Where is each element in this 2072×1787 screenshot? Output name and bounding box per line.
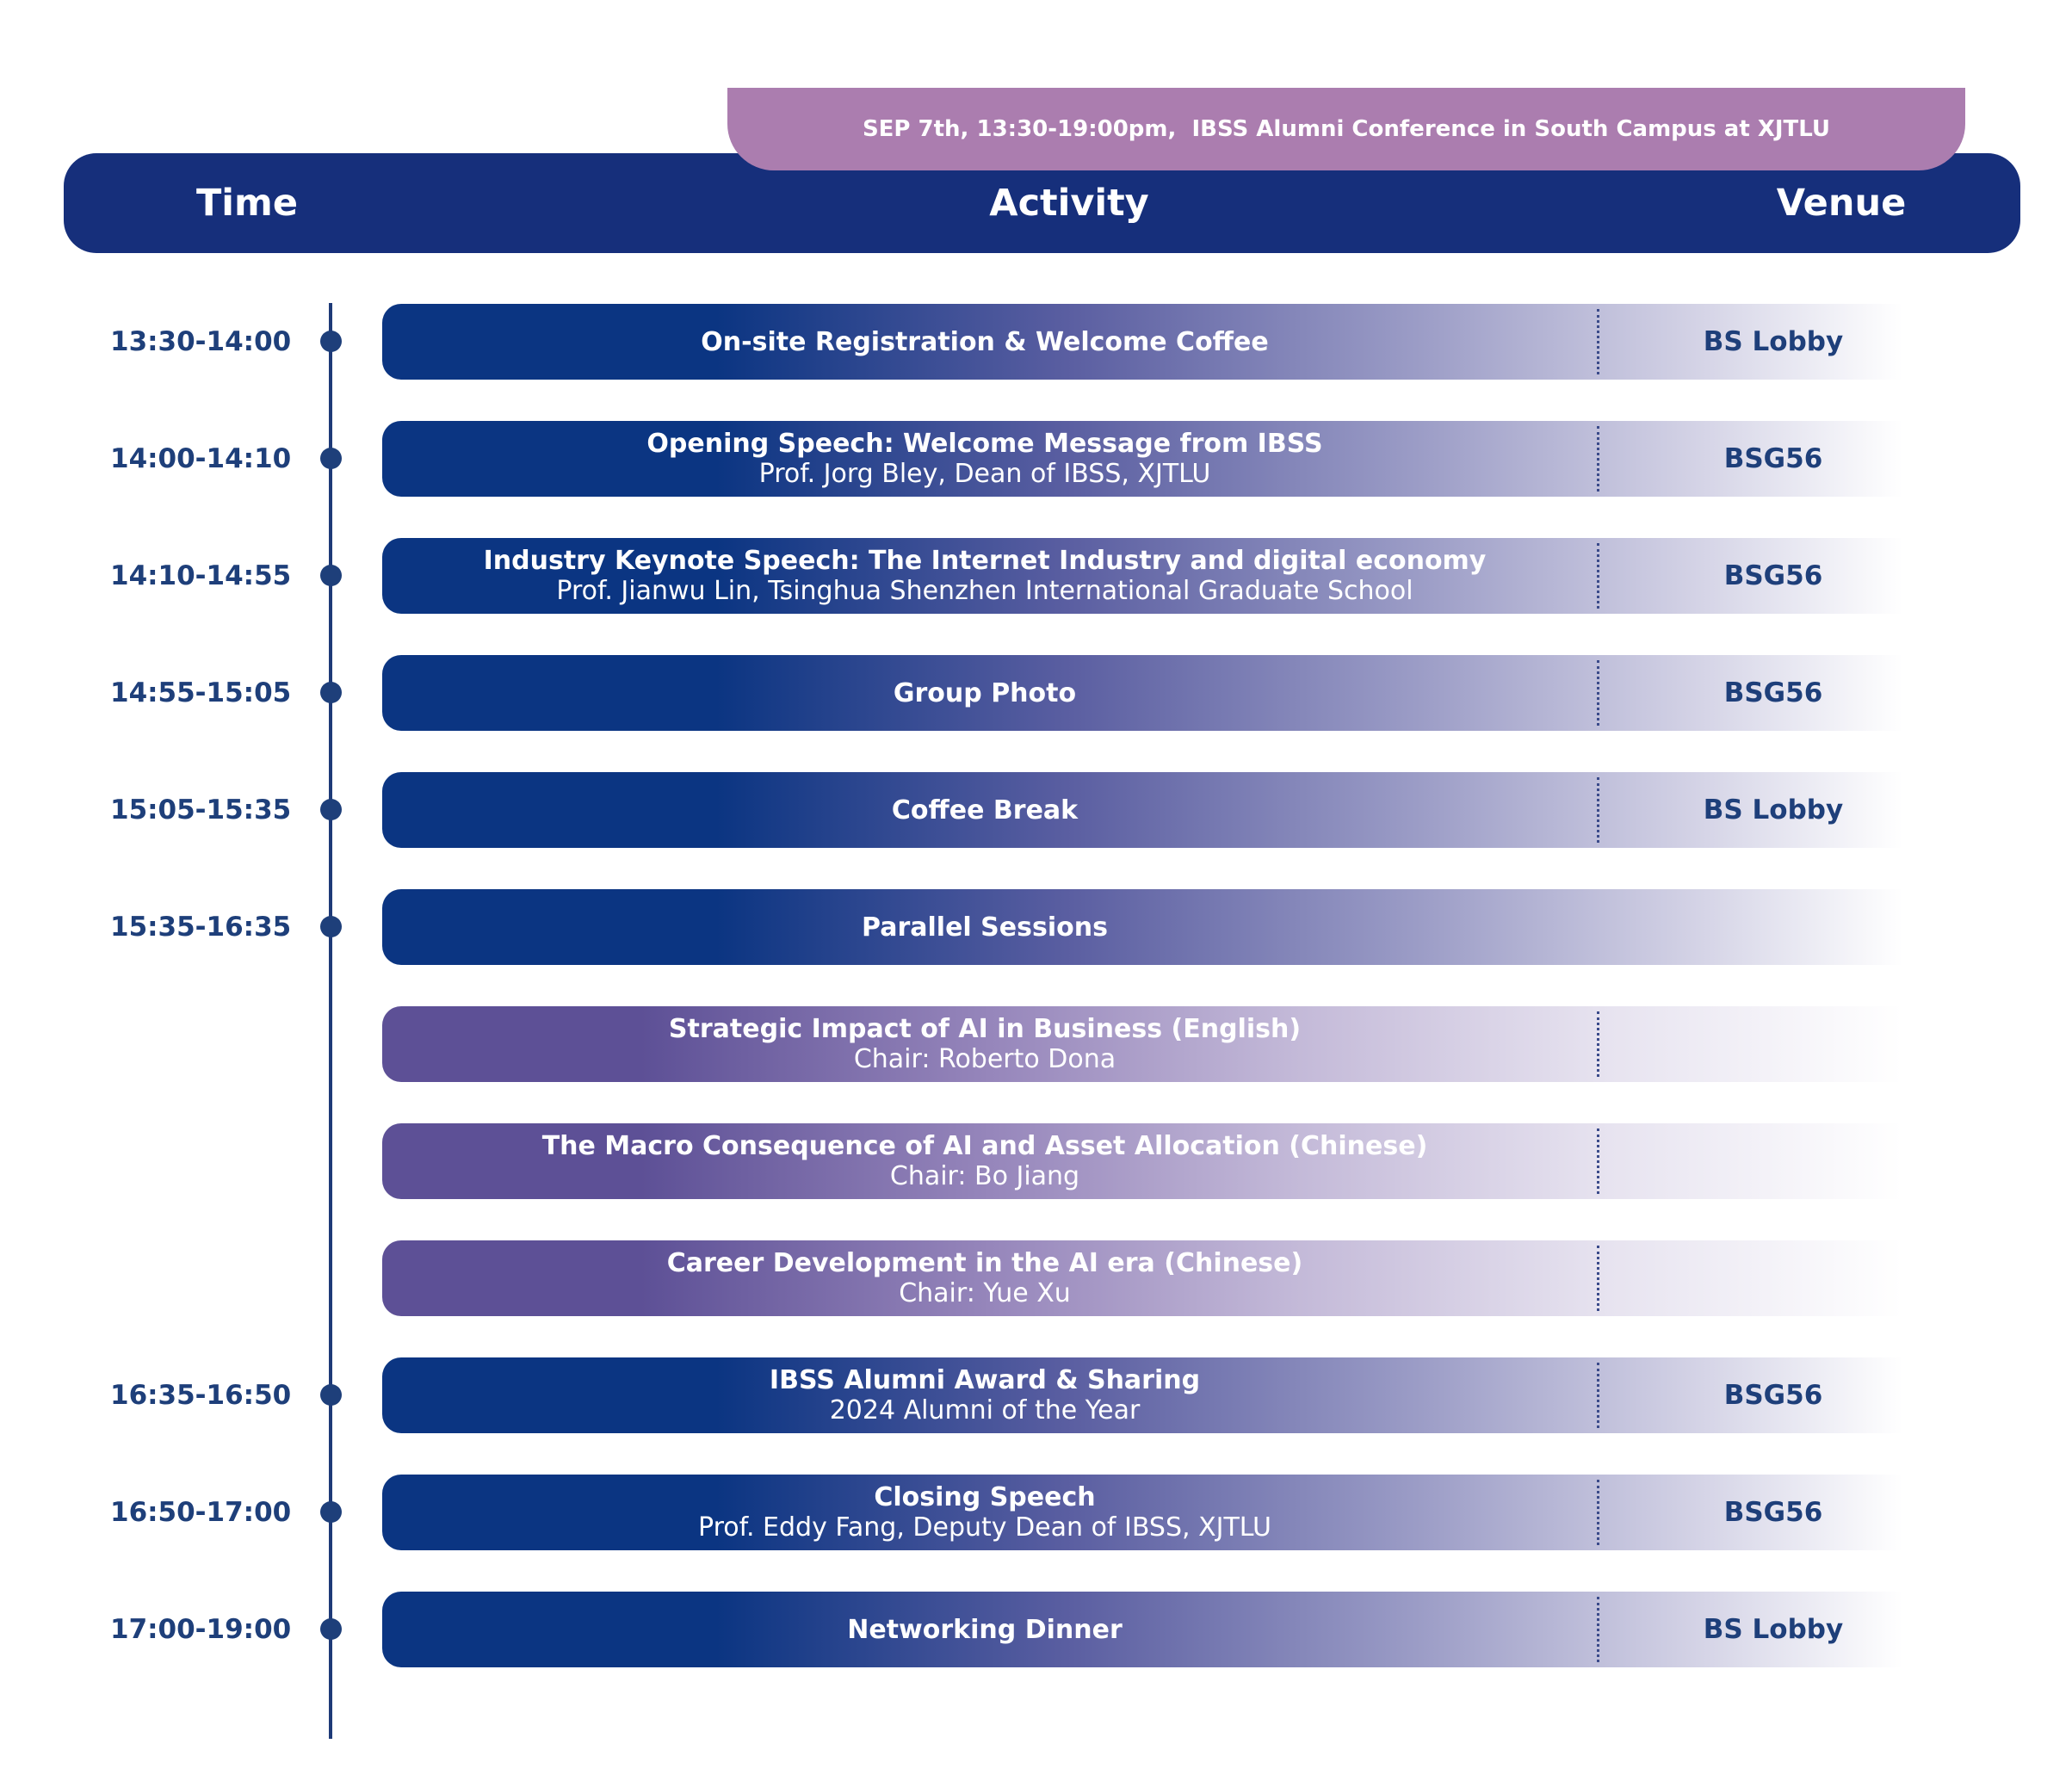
- activity-content: [382, 1475, 1587, 1550]
- activity-title: Coffee Break: [891, 795, 1079, 825]
- schedule-row: [0, 1357, 2072, 1433]
- time-label: 16:50-17:00: [110, 1497, 292, 1528]
- venue-separator: [1597, 1363, 1599, 1428]
- parallel-session-row: [0, 1006, 2072, 1082]
- activity-content: [382, 655, 1587, 731]
- time-label: 14:55-15:05: [110, 677, 292, 708]
- timeline-dot: [320, 1618, 342, 1640]
- time-label: 17:00-19:00: [110, 1614, 292, 1645]
- venue-label: BSG56: [1723, 677, 1823, 708]
- activity-content: [382, 1240, 1587, 1316]
- venue-separator: [1597, 1480, 1599, 1545]
- schedule-row: [0, 304, 2072, 380]
- activity-content: [382, 772, 1587, 848]
- time-label: 16:35-16:50: [110, 1380, 292, 1411]
- venue-separator: [1597, 426, 1599, 492]
- activity-subtitle: Prof. Jianwu Lin, Tsinghua Shenzhen International Graduate School: [556, 576, 1413, 606]
- schedule-row: [0, 655, 2072, 731]
- activity-content: [382, 1357, 1587, 1433]
- activity-content: [382, 889, 1587, 965]
- venue-separator: [1597, 777, 1599, 843]
- session-chair: Chair: Bo Jiang: [889, 1161, 1080, 1191]
- venue-label: BS Lobby: [1703, 326, 1844, 357]
- venue-separator: [1597, 1246, 1599, 1311]
- activity-title: Opening Speech: Welcome Message from IBSS: [646, 429, 1323, 459]
- venue-separator: [1597, 1597, 1599, 1662]
- header-time: Time: [195, 182, 299, 225]
- activity-title: IBSS Alumni Award & Sharing: [769, 1365, 1201, 1395]
- activity-subtitle: 2024 Alumni of the Year: [829, 1395, 1141, 1425]
- venue-label: BS Lobby: [1703, 795, 1844, 825]
- activity-content: [382, 538, 1587, 614]
- session-title: Career Development in the AI era (Chinese): [666, 1248, 1303, 1278]
- activity-title: Networking Dinner: [847, 1614, 1123, 1645]
- schedule-row: [0, 889, 2072, 965]
- activity-content: [382, 1006, 1587, 1082]
- timeline-dot: [320, 916, 342, 937]
- venue-separator: [1597, 1011, 1599, 1077]
- activity-content: [382, 1592, 1587, 1667]
- activity-title: Parallel Sessions: [862, 912, 1108, 943]
- session-title: Strategic Impact of AI in Business (English): [668, 1014, 1302, 1044]
- parallel-session-row: [0, 1240, 2072, 1316]
- venue-label: BS Lobby: [1703, 1614, 1844, 1645]
- venue-separator: [1597, 1128, 1599, 1194]
- parallel-session-row: [0, 1123, 2072, 1199]
- timeline-dot: [320, 448, 342, 469]
- schedule-row: [0, 1475, 2072, 1550]
- time-label: 13:30-14:00: [110, 326, 292, 357]
- venue-label: BSG56: [1723, 1380, 1823, 1411]
- timeline-dot: [320, 682, 342, 703]
- timeline-dot: [320, 1501, 342, 1523]
- header-activity: Activity: [989, 182, 1149, 225]
- schedule-row: [0, 538, 2072, 614]
- activity-title: On-site Registration & Welcome Coffee: [701, 326, 1269, 357]
- activity-title: Group Photo: [893, 677, 1077, 708]
- session-title: The Macro Consequence of AI and Asset Allocation (Chinese): [541, 1131, 1428, 1161]
- activity-content: [382, 421, 1587, 497]
- timeline-dot: [320, 331, 342, 352]
- activity-subtitle: Prof. Jorg Bley, Dean of IBSS, XJTLU: [758, 459, 1211, 489]
- session-chair: Chair: Roberto Dona: [853, 1044, 1116, 1074]
- venue-separator: [1597, 660, 1599, 726]
- schedule-row: [0, 421, 2072, 497]
- venue-separator: [1597, 543, 1599, 609]
- activity-title: Closing Speech: [874, 1482, 1096, 1512]
- time-label: 14:10-14:55: [110, 560, 292, 591]
- header-venue: Venue: [1776, 182, 1907, 225]
- venue-label: BSG56: [1723, 1497, 1823, 1528]
- venue-label: BSG56: [1723, 443, 1823, 474]
- session-chair: Chair: Yue Xu: [899, 1278, 1071, 1308]
- venue-separator: [1597, 309, 1599, 374]
- conference-banner: SEP 7th, 13:30-19:00pm, IBSS Alumni Conference in South Campus at XJTLU: [727, 88, 1965, 170]
- schedule-row: [0, 772, 2072, 848]
- timeline-dot: [320, 1384, 342, 1406]
- time-label: 14:00-14:10: [110, 443, 292, 474]
- timeline-dot: [320, 565, 342, 586]
- activity-title: Industry Keynote Speech: The Internet Industry and digital economy: [483, 546, 1487, 576]
- activity-content: [382, 304, 1587, 380]
- activity-subtitle: Prof. Eddy Fang, Deputy Dean of IBSS, XJTLU: [698, 1512, 1271, 1543]
- time-label: 15:35-16:35: [110, 912, 292, 943]
- timeline-dot: [320, 799, 342, 820]
- schedule-row: [0, 1592, 2072, 1667]
- venue-label: BSG56: [1723, 560, 1823, 591]
- time-label: 15:05-15:35: [110, 795, 292, 825]
- activity-content: [382, 1123, 1587, 1199]
